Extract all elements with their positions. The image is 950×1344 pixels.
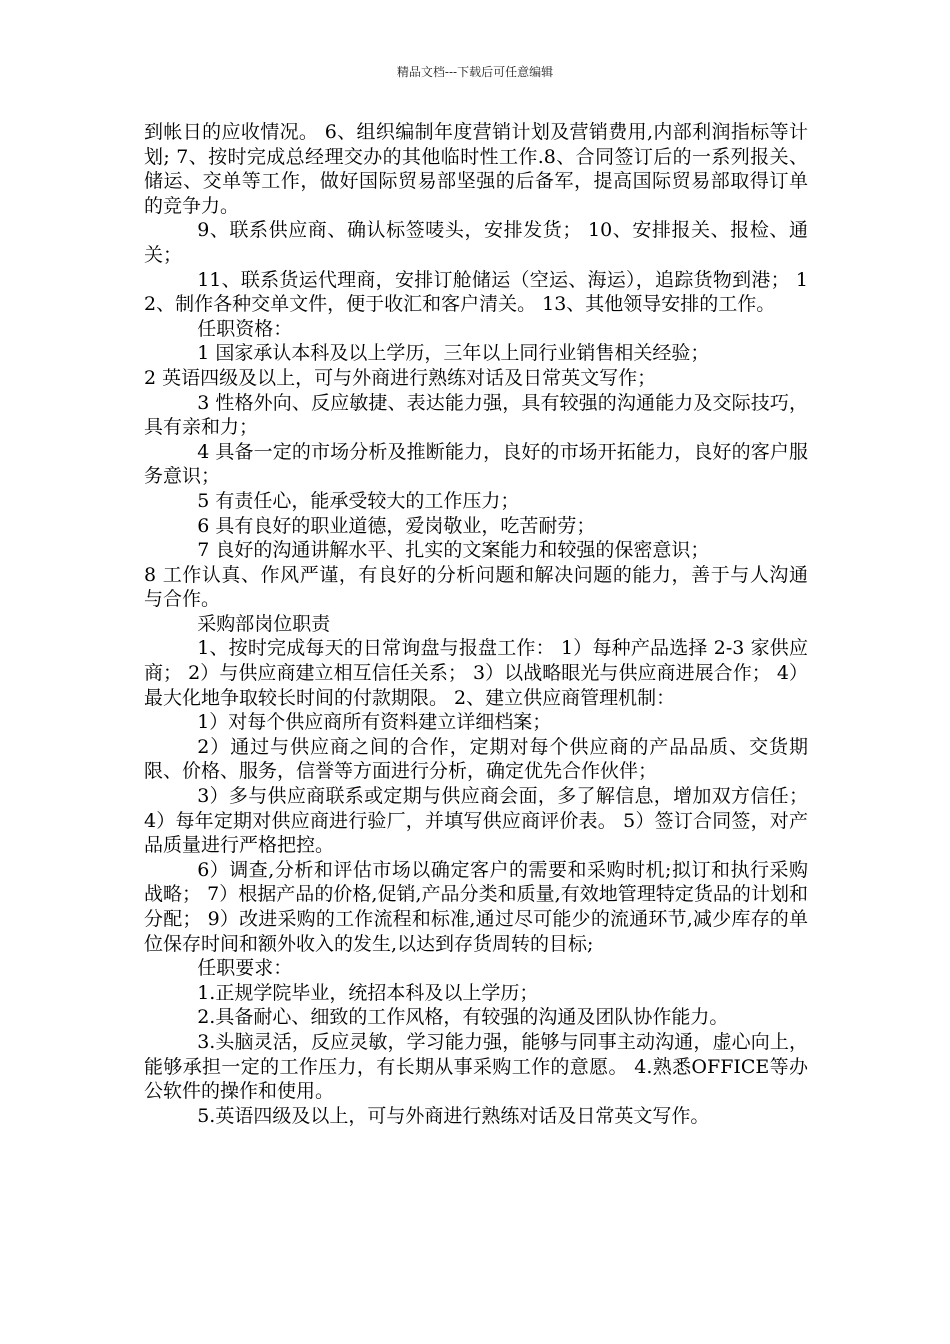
list-item: 5.英语四级及以上，可与外商进行熟练对话及日常英文写作。 xyxy=(197,1104,710,1127)
list-item: 3.头脑灵活，反应灵敏，学习能力强，能够与同事主动沟通，虚心向上，能够承担一定的工作压力，有长期从事采购工作的意愿。 4.熟悉OFFICE等办公软件的操作和使用。 xyxy=(144,1030,808,1103)
list-item: 2）通过与供应商之间的合作，定期对每个供应商的产品品质、交货期限、价格、服务，信誉等方面进行分析，确定优先合作伙伴； xyxy=(144,735,808,783)
list-item: 5 有责任心，能承受较大的工作压力； xyxy=(197,489,520,512)
list-item: 2 英语四级及以上，可与外商进行熟练对话及日常英文写作； xyxy=(144,366,657,389)
section-heading: 任职要求： xyxy=(197,957,293,980)
section-heading: 任职资格： xyxy=(197,317,293,340)
list-item: 4 具备一定的市场分析及推断能力，良好的市场开拓能力，良好的客户服务意识； xyxy=(144,440,808,488)
list-item: 7 良好的沟通讲解水平、扎实的文案能力和较强的保密意识； xyxy=(197,539,710,562)
paragraph: 11、联系货运代理商，安排订舱储运（空运、海运），追踪货物到港； 12、制作各种交单文件，便于收汇和客户清关。 13、其他领导安排的工作。 xyxy=(144,268,808,316)
page-header: 精品文档---下载后可任意编辑 xyxy=(396,65,554,79)
list-item: 3 性格外向、反应敏捷、表达能力强，具有较强的沟通能力及交际技巧，具有亲和力； xyxy=(144,391,808,439)
list-item: 1.正规学院毕业，统招本科及以上学历； xyxy=(197,981,539,1004)
paragraph: 到帐日的应收情况。 6、组织编制年度营销计划及营销费用,内部利润指标等计划; 7、按时完成总经理交办的其他临时性工作.8、合同签订后的一系列报关、储运、交单等工作，做好国际贸易部坚强的后备军，提高国际贸易部取得订单的竞争力。 xyxy=(144,121,808,217)
list-item: 8 工作认真、作风严谨，有良好的分析问题和解决问题的能力，善于与人沟通与合作。 xyxy=(144,563,808,611)
paragraph: 1、按时完成每天的日常询盘与报盘工作： 1）每种产品选择 2-3 家供应商； 2）与供应商建立相互信任关系； 3）以战略眼光与供应商进展合作； 4）最大化地争取较长时间的付款期限。 2、建立供应商管理机制： xyxy=(144,637,808,709)
section-heading: 采购部岗位职责 xyxy=(197,612,331,635)
list-item: 2.具备耐心、细致的工作风格，有较强的沟通及团队协作能力。 xyxy=(197,1006,729,1029)
list-item: 1）对每个供应商所有资料建立详细档案； xyxy=(197,711,552,734)
document-body xyxy=(144,120,808,1128)
list-item: 3）多与供应商联系或定期与供应商会面，多了解信息，增加双方信任； 4）每年定期对供应商进行验厂，并填写供应商评价表。 5）签订合同签，对产品质量进行严格把控。 xyxy=(144,785,808,857)
list-item: 1 国家承认本科及以上学历，三年以上同行业销售相关经验； xyxy=(197,342,710,365)
list-item: 6 具有良好的职业道德，爱岗敬业，吃苦耐劳； xyxy=(197,514,596,537)
list-item: 6）调查,分析和评估市场以确定客户的需要和采购时机;拟订和执行采购战略； 7）根据产品的价格,促销,产品分类和质量,有效地管理特定货品的计划和分配； 9）改进采购的工作流程和标准,通过尽可能少的流通环节,减少库存的单位保存时间和额外收入的发生,以达到存货周转的目标; xyxy=(144,858,808,955)
paragraph: 9、联系供应商、确认标签唛头，安排发货； 10、安排报关、报检、通关； xyxy=(144,219,808,266)
